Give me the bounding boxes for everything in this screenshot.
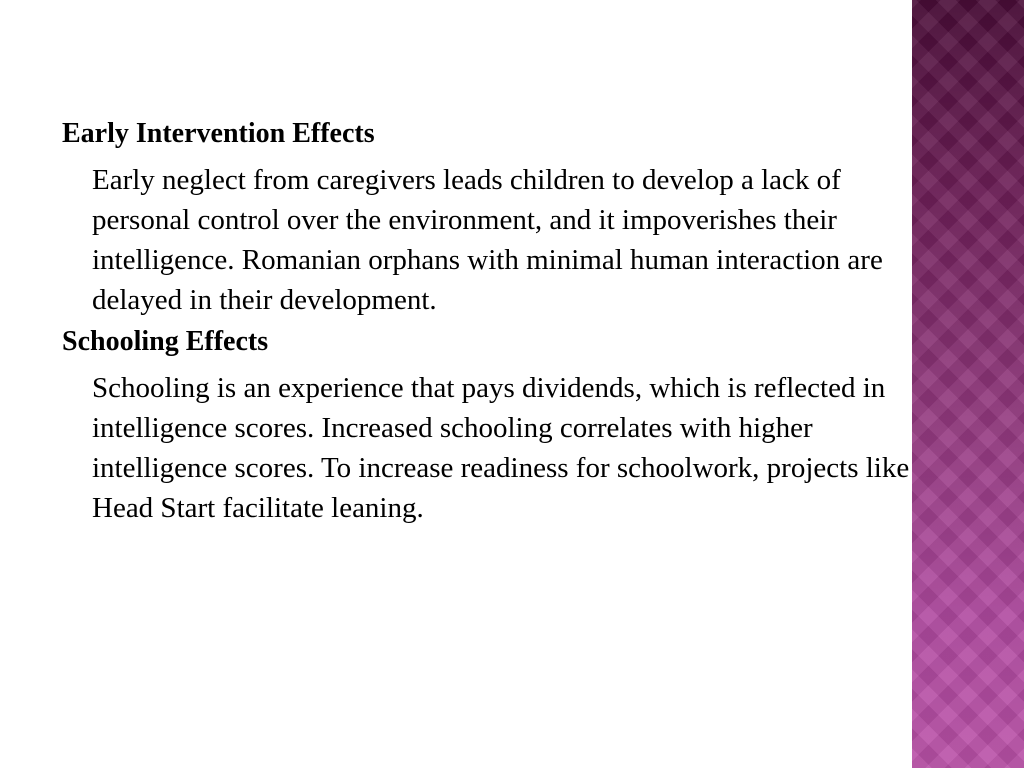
section-heading: Early Intervention Effects bbox=[62, 118, 375, 149]
section-body: Early neglect from caregivers leads children to develop a lack of personal control over the environment, and it impoverishes their intelligence. Romanian orphans with minimal human interaction are delayed in their development. bbox=[92, 164, 883, 316]
section-body: Schooling is an experience that pays dividends, which is reflected in intelligence scores. Increased schooling correlates with higher intelligence scores. To increase readiness for schoolwork, projects like Head Start facilitate leaning. bbox=[92, 372, 910, 524]
slide-content bbox=[62, 114, 942, 530]
decorative-side-band bbox=[912, 0, 1024, 768]
section-heading: Schooling Effects bbox=[62, 326, 269, 357]
section-schooling bbox=[62, 322, 942, 528]
section-early-intervention bbox=[62, 114, 942, 320]
